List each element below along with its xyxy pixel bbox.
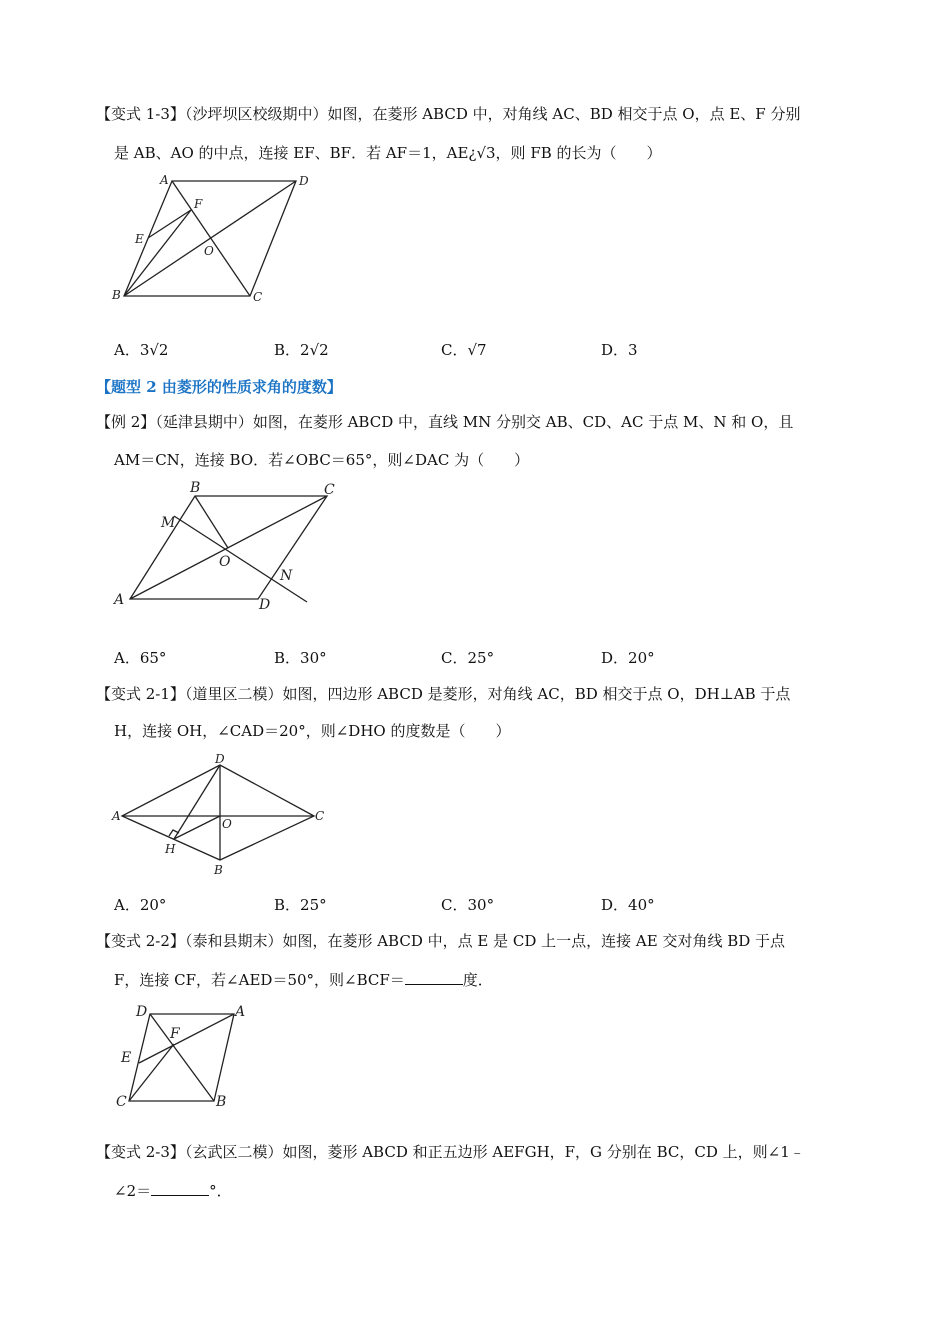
- v13-label: F: [194, 197, 203, 211]
- v21-line1: [96, 684, 790, 704]
- v22-tag: 【变式 2-2】: [96, 932, 185, 950]
- v23-source: （玄武区二模）: [184, 1143, 283, 1161]
- v21-tag: 【变式 2-1】: [96, 685, 185, 703]
- choice-c[interactable]: C．√7: [441, 341, 487, 359]
- ex2-label: B: [190, 480, 201, 496]
- v13-label: O: [204, 244, 214, 258]
- v22-label: B: [216, 1094, 227, 1110]
- v22-text2b: 度．: [462, 971, 493, 989]
- ex2-source: （延津县期中）: [155, 413, 253, 431]
- ex2-label: O: [219, 554, 231, 570]
- v13-source: （沙坪坝区校级期中）: [184, 105, 328, 123]
- ex2-figure: [110, 478, 335, 618]
- v21-choices: [114, 895, 814, 917]
- rhombus-abcd: [122, 765, 314, 860]
- ex2-tag: 【例 2】: [96, 413, 156, 431]
- v13-choices: [114, 340, 814, 362]
- diagonal-bd: [124, 181, 296, 296]
- v13-label: B: [112, 288, 121, 302]
- line-mn: [174, 516, 307, 602]
- choice-b[interactable]: B．25°: [274, 896, 327, 914]
- v13-label: A: [160, 173, 169, 187]
- v13-label: D: [299, 174, 309, 188]
- v21-label: B: [214, 863, 223, 877]
- answer-blank[interactable]: [151, 1181, 209, 1196]
- v23-text2a: ∠2＝: [114, 1182, 152, 1200]
- ex2-text1: 如图，在菱形 ABCD 中，直线 MN 分别交 AB、CD、AC 于点 M、N 和 O，且: [252, 413, 794, 431]
- choice-c[interactable]: C．25°: [441, 649, 495, 667]
- v22-label: F: [170, 1026, 180, 1042]
- v21-text1: 如图，四边形 ABCD 是菱形，对角线 AC，BD 相交于点 O，DH⊥AB 于点: [282, 685, 791, 703]
- ex2-label: A: [114, 592, 125, 608]
- choice-b[interactable]: B．30°: [274, 649, 327, 667]
- choice-a[interactable]: A．20°: [114, 896, 167, 914]
- v23-tag: 【变式 2-3】: [96, 1143, 185, 1161]
- v22-text1: 如图，在菱形 ABCD 中，点 E 是 CD 上一点，连接 AE 交对角线 BD 于点: [282, 932, 786, 950]
- v22-label: C: [116, 1094, 127, 1110]
- choice-d[interactable]: D．20°: [601, 649, 655, 667]
- answer-blank[interactable]: [405, 970, 463, 985]
- v21-label: D: [215, 752, 225, 766]
- section-heading: 【题型 2 由菱形的性质求角的度数】: [96, 378, 342, 396]
- v22-figure: [112, 1000, 262, 1115]
- v21-label: C: [315, 809, 325, 823]
- v23-line1: [96, 1142, 805, 1162]
- v13-line2: 是 AB、AO 的中点，连接 EF、BF．若 AF＝1，AE¿√3，则 FB 的长为（ ）: [114, 144, 662, 162]
- v13-line1: [96, 104, 800, 124]
- choice-d[interactable]: D．40°: [601, 896, 655, 914]
- choice-d[interactable]: D．3: [601, 341, 638, 359]
- v22-label: D: [136, 1004, 148, 1020]
- v13-label: C: [253, 290, 263, 304]
- segment-ae: [139, 1014, 234, 1063]
- v21-line2: H，连接 OH，∠CAD＝20°，则∠DHO 的度数是（ ）: [114, 722, 511, 740]
- diagonal-ac: [130, 496, 327, 599]
- choice-a[interactable]: A．65°: [114, 649, 167, 667]
- ex2-line2: AM＝CN，连接 BO．若∠OBC＝65°，则∠DAC 为（ ）: [114, 451, 530, 469]
- ex2-choices: [114, 648, 814, 670]
- v22-text2a: F，连接 CF，若∠AED＝50°，则∠BCF＝: [114, 971, 405, 989]
- v21-source: （道里区二模）: [184, 685, 283, 703]
- ex2-line1: [96, 412, 793, 432]
- segment-bf: [124, 210, 191, 296]
- v21-figure: [108, 750, 338, 880]
- v21-label: O: [222, 817, 232, 831]
- choice-b[interactable]: B．2√2: [274, 341, 329, 359]
- diagonal-bd: [150, 1014, 214, 1101]
- ex2-label: M: [161, 515, 176, 531]
- v23-text1: 如图，菱形 ABCD 和正五边形 AEFGH，F，G 分别在 BC，CD 上，则∠1﹣: [282, 1143, 805, 1161]
- v22-label: E: [121, 1050, 132, 1066]
- choice-a[interactable]: A．3√2: [114, 341, 169, 359]
- v13-figure: [108, 172, 318, 307]
- ex2-label: D: [259, 597, 271, 613]
- ex2-label: C: [324, 482, 335, 498]
- v22-label: A: [235, 1004, 246, 1020]
- v21-label: H: [165, 842, 176, 856]
- choice-c[interactable]: C．30°: [441, 896, 495, 914]
- v22-source: （泰和县期末）: [184, 932, 283, 950]
- v23-line2: [114, 1181, 232, 1201]
- v13-tag: 【变式 1-3】: [96, 105, 185, 123]
- ex2-label: N: [280, 568, 293, 584]
- v13-text1: 如图，在菱形 ABCD 中，对角线 AC、BD 相交于点 O，点 E、F 分别: [327, 105, 801, 123]
- v13-label: E: [135, 232, 144, 246]
- v22-line2: [114, 970, 493, 990]
- v23-text2b: °．: [209, 1182, 232, 1200]
- v22-line1: [96, 931, 785, 951]
- v21-label: A: [112, 809, 121, 823]
